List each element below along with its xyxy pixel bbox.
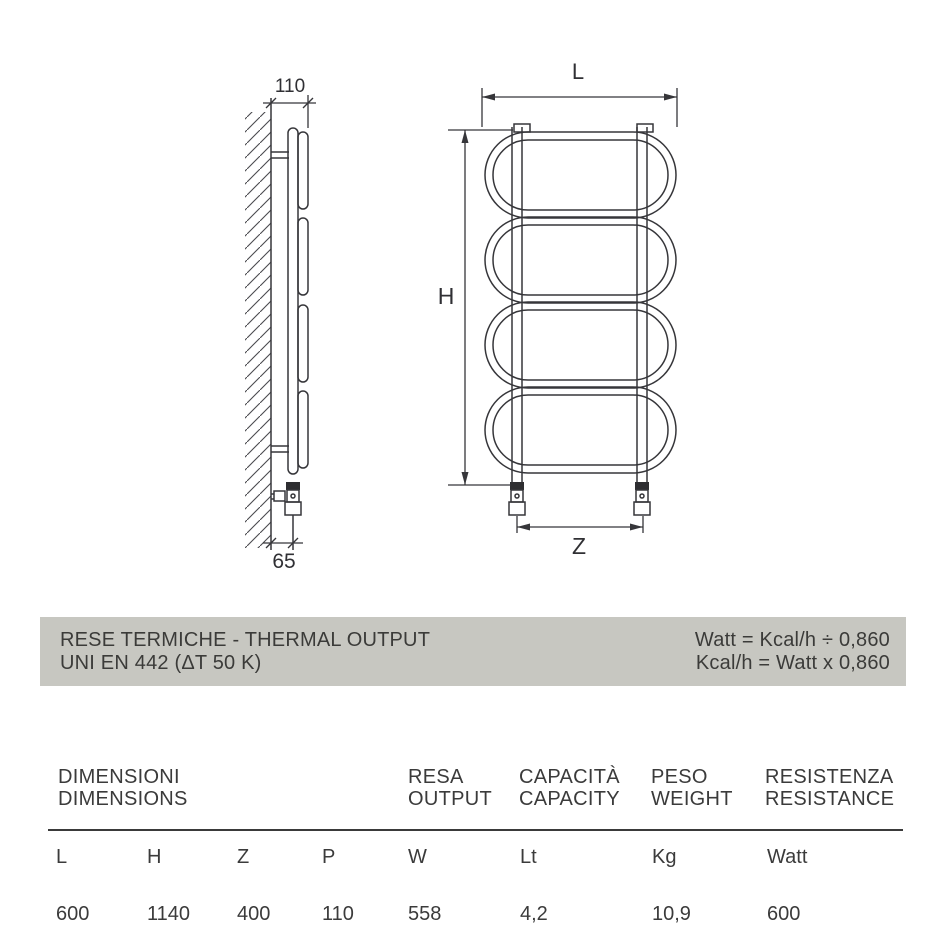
thermal-output-banner [40, 617, 906, 686]
value-Lt: 4,2 [520, 903, 548, 925]
col-Watt: Watt [767, 846, 808, 868]
value-Z: 400 [237, 903, 271, 925]
group-weight [651, 766, 733, 810]
group-resistance [765, 766, 894, 810]
col-L: L [56, 846, 68, 868]
banner-formula-line2: Kcal/h = Watt x 0,860 [695, 651, 890, 674]
group-output-en: OUTPUT [408, 788, 493, 810]
front-valve-right [634, 482, 650, 515]
group-resistance-en: RESISTANCE [765, 788, 895, 810]
group-weight-it: PESO [651, 766, 708, 788]
banner-title-line1: RESE TERMICHE - THERMAL OUTPUT [60, 628, 431, 651]
banner-formulas [695, 629, 890, 675]
group-weight-en: WEIGHT [651, 788, 733, 810]
group-output [408, 766, 492, 810]
side-tube-sections [298, 132, 308, 468]
banner-title [60, 629, 430, 675]
banner-title-line2: UNI EN 442 (ΔT 50 K) [60, 651, 262, 674]
value-H: 1140 [147, 903, 191, 925]
col-P: P [322, 846, 336, 868]
wall-brackets [271, 152, 289, 452]
length-dim-label: L [571, 59, 585, 84]
pitch-dim-label: Z [571, 533, 587, 559]
group-capacity-en: CAPACITY [519, 788, 620, 810]
front-valve-left [509, 482, 525, 515]
col-Kg: Kg [652, 846, 677, 868]
hanger-tabs [514, 124, 653, 132]
value-L: 600 [56, 903, 90, 925]
table-divider [48, 829, 903, 831]
side-width-label: 110 [274, 76, 306, 97]
value-P: 110 [322, 903, 354, 925]
group-resistance-it: RESISTENZA [765, 766, 894, 788]
dim-L [482, 88, 677, 127]
col-H: H [147, 846, 162, 868]
group-output-it: RESA [408, 766, 464, 788]
side-depth-label: 65 [272, 550, 296, 573]
col-W: W [408, 846, 427, 868]
group-capacity-it: CAPACITÀ [519, 766, 620, 788]
dim-Z [517, 516, 643, 533]
banner-formula-line1: Watt = Kcal/h ÷ 0,860 [694, 628, 890, 651]
value-W: 558 [408, 903, 442, 925]
col-Z: Z [237, 846, 250, 868]
value-Kg: 10,9 [652, 903, 691, 925]
group-dimensions-it: DIMENSIONI [58, 766, 180, 788]
group-dimensions-en: DIMENSIONS [58, 788, 188, 810]
value-Watt: 600 [767, 903, 801, 925]
wall-hatch [245, 112, 271, 548]
front-risers [512, 127, 647, 482]
side-view [245, 95, 316, 550]
front-view [448, 88, 677, 533]
side-collector-tube [288, 128, 298, 474]
dim-H [448, 130, 513, 485]
group-capacity [519, 766, 620, 810]
height-dim-label: H [437, 283, 455, 309]
group-dimensions [58, 766, 188, 810]
col-Lt: Lt [520, 846, 537, 868]
